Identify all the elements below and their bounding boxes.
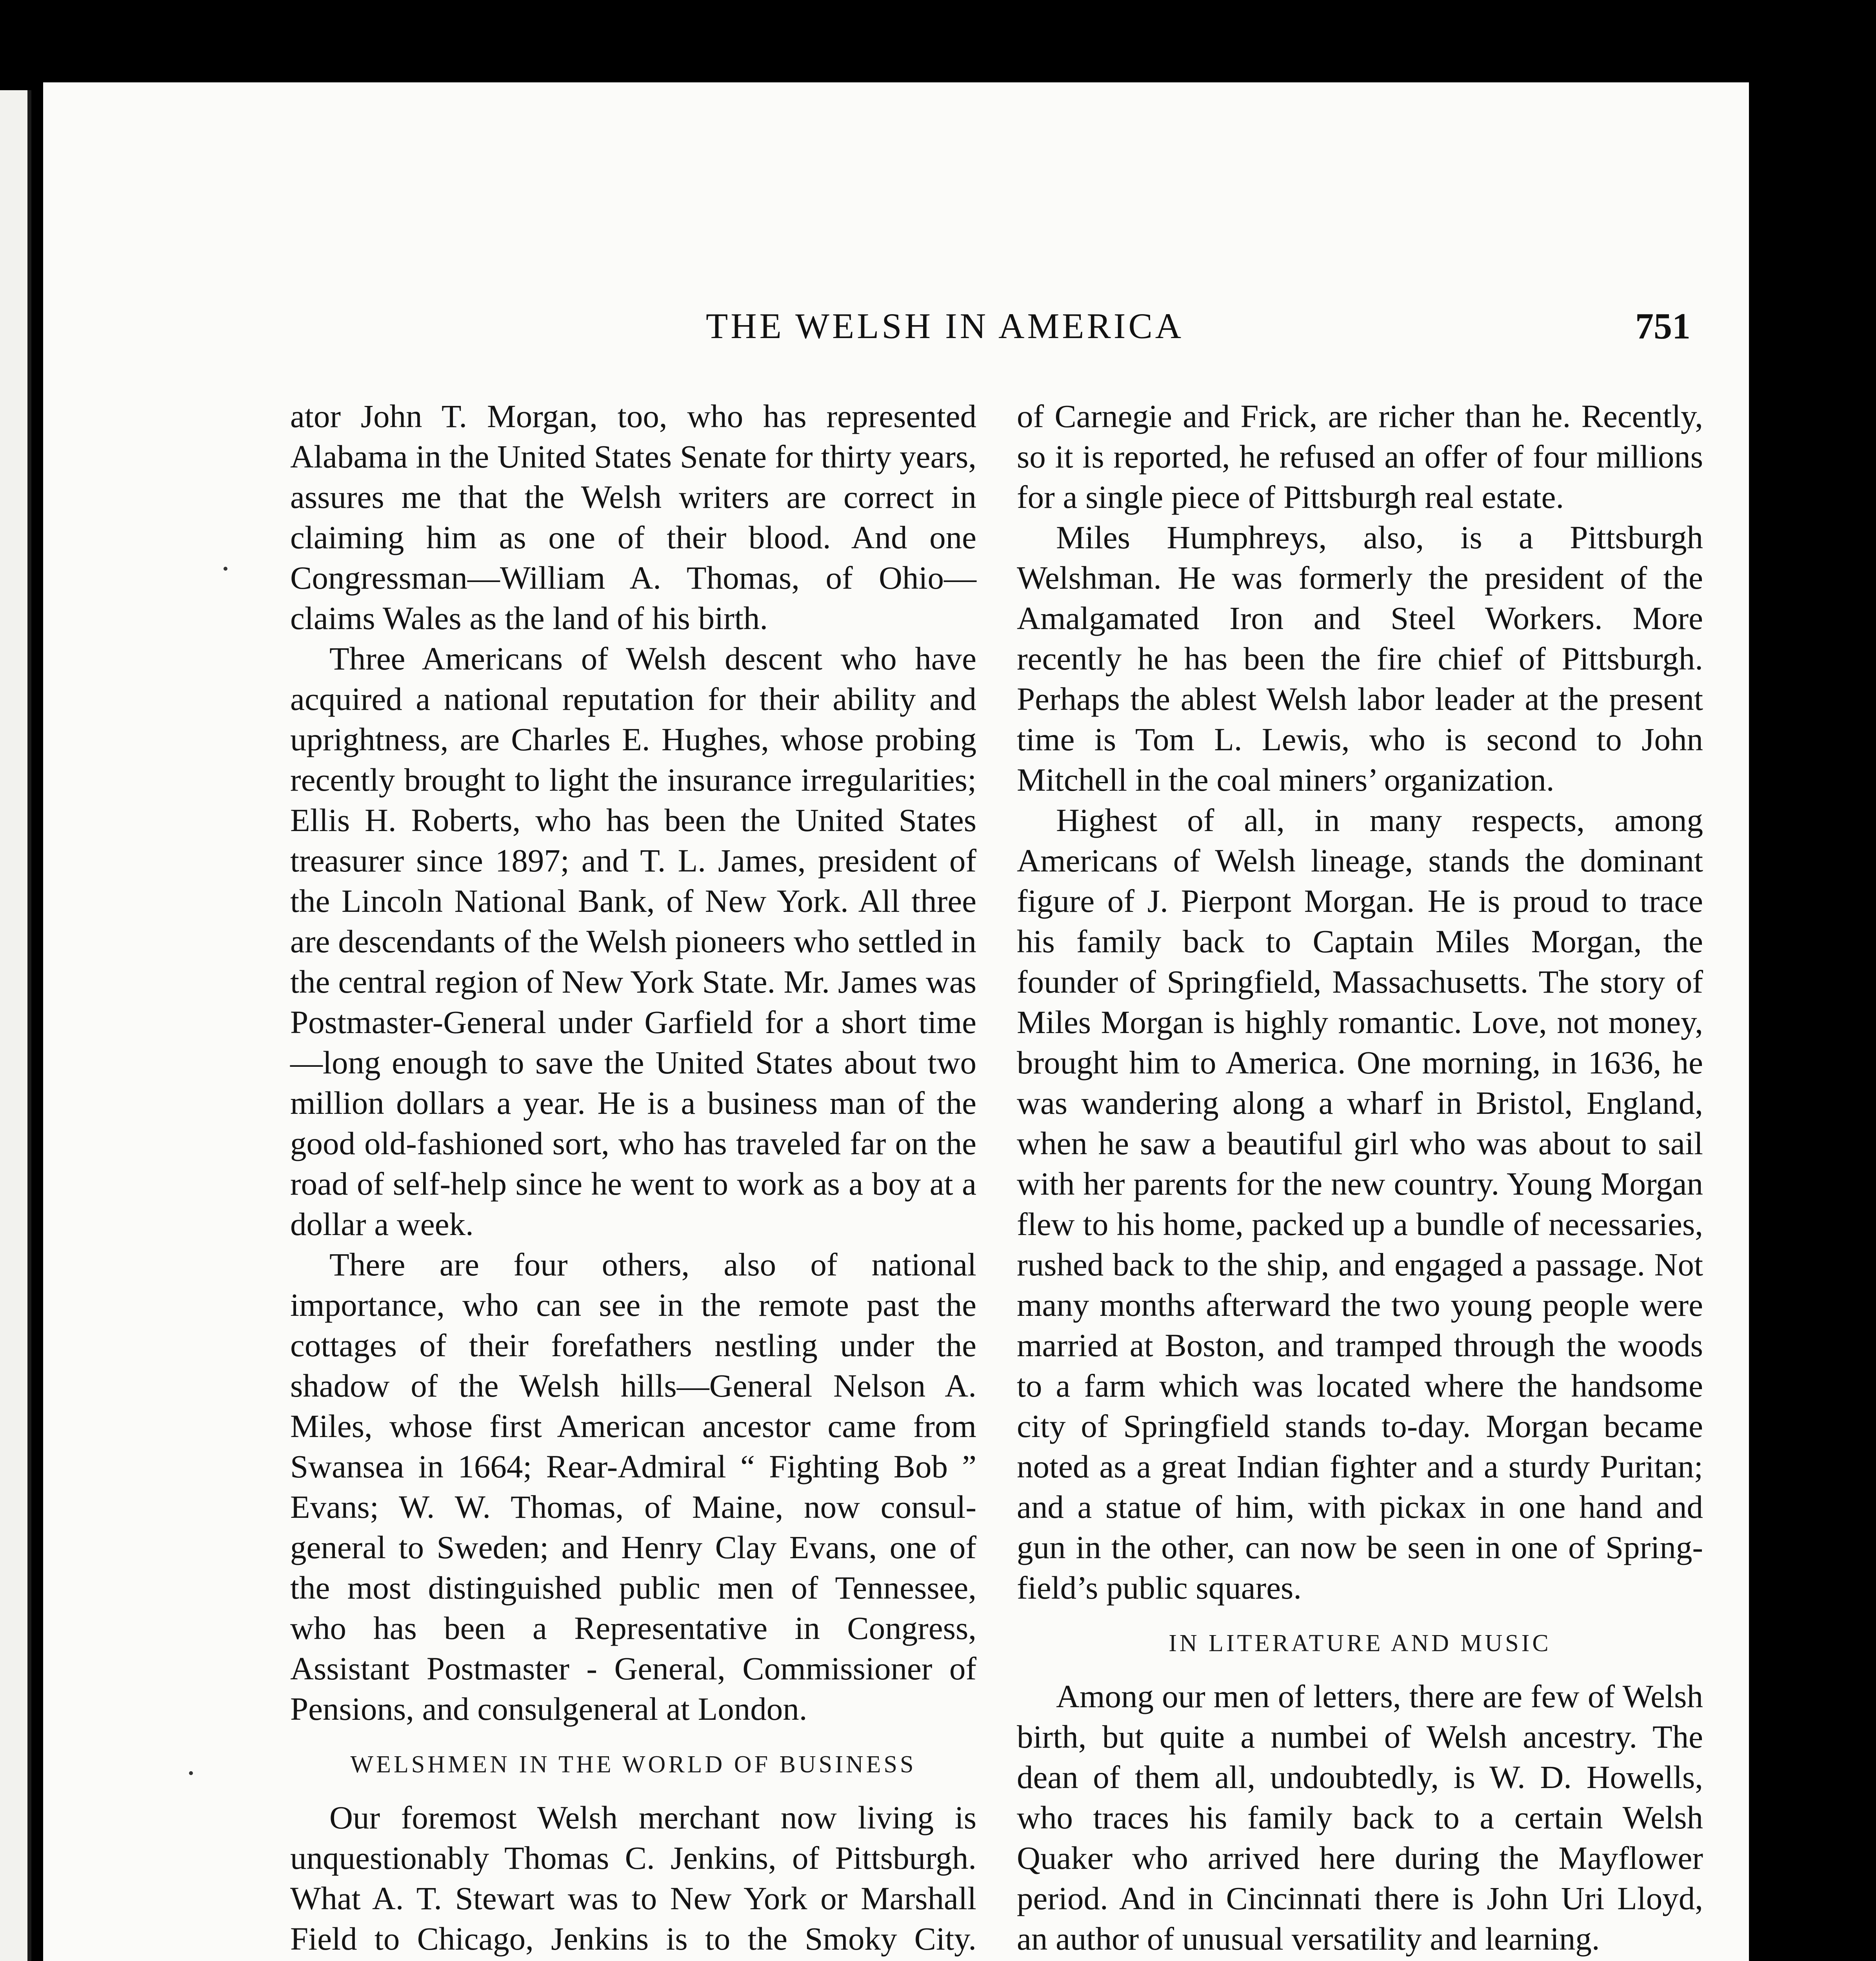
section-heading: WELSHMEN IN THE WORLD OF BUSINESS — [350, 1751, 916, 1778]
running-title: THE WELSH IN AMERICA — [706, 306, 1184, 346]
book-page — [43, 82, 1749, 1961]
paragraph: of Carnegie and Frick, are richer than he. Recently, so it is reported, he refused an offer of four millions for a single piece of Pittsburgh real estate. — [1017, 398, 1703, 515]
page-number: 751 — [1635, 306, 1691, 347]
paragraph: Among our men of letters, there are few of Welsh birth, but quite a numbei of Welsh ancestry. The dean of them all, undoubtedly, is W. D. Howells, who traces his family back to a certain Welsh Quaker who arrived here during the Mayflower period. And in Cincinnati there is John Uri Lloyd, an author of unusual versatility and learning. — [1017, 1678, 1703, 1957]
paragraph: Three Americans of Welsh descent who have acquired a national reputation for their ability and uprightness, are Charles E. Hughes, whose probing recently brought to light the insurance irregularities; Ellis H. Roberts, who has been the United States treasurer since 1897; and T. L. James, president of the Lincoln National Bank, of New York. All three are descendants of the Welsh pioneers who settled in the central region of New York State. Mr. James was Postmaster-General under Garfield for a short time—long enough to save the United States about two million dollars a year. He is a business man of the good old-fashioned sort, who has traveled far on the road of self-help since he went to work as a boy at a dollar a week. — [290, 640, 976, 1242]
paragraph: ator John T. Morgan, too, who has represented Alabama in the United States Senate for thirty years, assures me that the Welsh writers are correct in claiming him as one of their blood. And one Congressman—William A. Thomas, of Ohio—claims Wales as the land of his birth. — [290, 398, 976, 636]
paragraph — [1017, 1959, 1703, 1961]
print-speck — [189, 1771, 193, 1775]
facing-page-edge — [0, 90, 31, 1961]
section-heading: IN LITERATURE AND MUSIC — [1169, 1630, 1551, 1657]
right-column — [1017, 396, 1703, 1961]
left-column — [290, 396, 976, 1961]
paragraph: Miles Humphreys, also, is a Pittsburgh Welshman. He was formerly the president of the Amalgamated Iron and Steel Workers. More recently he has been the fire chief of Pittsburgh. Perhaps the ablest Welsh labor leader at the present time is Tom L. Lewis, who is second to John Mitchell in the coal miners’ organization. — [1017, 519, 1703, 798]
paragraph: There are four others, also of national importance, who can see in the remote past the cottages of their forefathers nestling under the shadow of the Welsh hills—General Nelson A. Miles, whose first American ancestor came from Swansea in 1664; Rear-Admiral “ Fighting Bob ” Evans; W. W. Thomas, of Maine, now consul-general to Sweden; and Henry Clay Evans, one of the most distinguished public men of Tennessee, who has been a Representative in Congress, Assistant Postmaster - General, Commissioner of Pensions, and consulgeneral at London. — [290, 1246, 976, 1727]
print-speck — [224, 567, 227, 571]
paragraph: Highest of all, in many respects, among Americans of Welsh lineage, stands the dominant figure of J. Pierpont Morgan. He is proud to trace his family back to Captain Miles Morgan, the founder of Springfield, Massachusetts. The story of Miles Morgan is highly romantic. Love, not money, brought him to America. One morning, in 1636, he was wandering along a wharf in Bristol, England, when he saw a beautiful girl who was about to sail with her parents for the new country. Young Morgan flew to his home, packed up a bundle of necessaries, rushed back to the ship, and engaged a passage. Not many months afterward the two young people were married at Boston, and tramped through the woods to a farm which was located where the handsome city of Springfield stands to-day. Morgan became noted as a great Indian fighter and a sturdy Puritan; and a statue of him, with pickax in one hand and gun in the other, can now be seen in one of Springfield’s public squares. — [1017, 802, 1703, 1606]
paragraph: Our foremost Welsh merchant now living is unquestionably Thomas C. Jenkins, of Pittsburgh. What A. T. Stewart was to New York or Marshall Field to Chicago, Jenkins is to the Smoky City. — [290, 1799, 976, 1957]
